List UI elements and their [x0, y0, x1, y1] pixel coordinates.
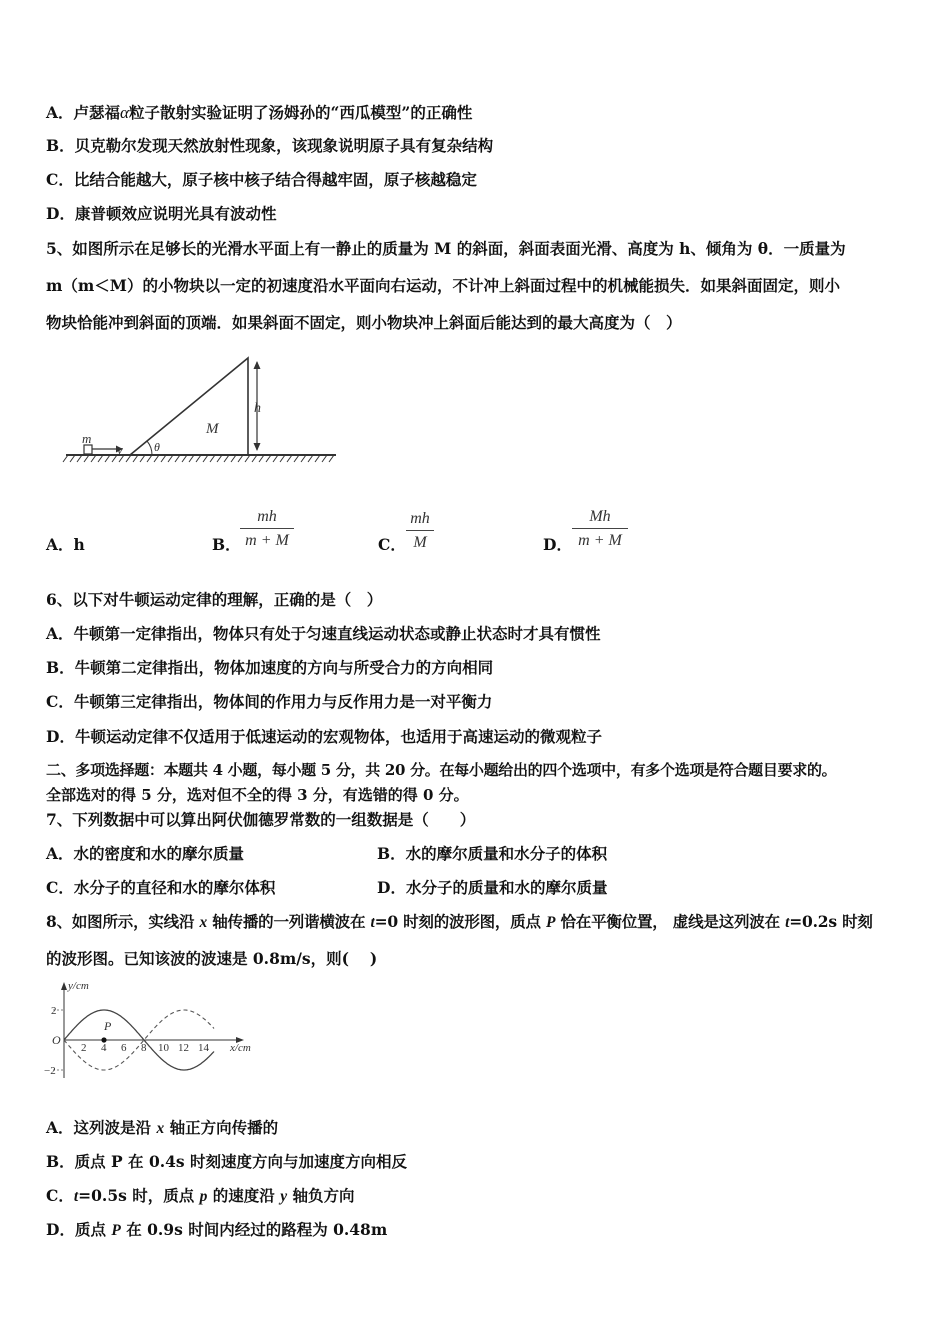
incline-block [130, 358, 248, 455]
q5-stem-line2: m（m＜M）的小物块以一定的初速度沿水平面向右运动，不计冲上斜面过程中的机械能损失．如果斜面固定，则小 [46, 276, 840, 295]
hatch-stroke [224, 455, 229, 462]
hatch-stroke [294, 455, 299, 462]
q5-option-c-fraction: mh M [406, 510, 434, 552]
hatch-stroke [126, 455, 131, 462]
hatch-stroke [252, 455, 257, 462]
q8-stem-line1: 8、如图所示，实线沿 x 轴传播的一列谐横波在 t=0 时刻的波形图，质点 P 恰在平衡位置， 虚线是这列波在 t=0.2s 时刻 [46, 912, 873, 931]
x-axis-label: x/cm [230, 1042, 251, 1054]
section2-heading-line1: 二、多项选择题：本题共 4 小题，每小题 5 分，共 20 分。在每小题给出的四个选项中，有多个选项是符合题目要求的。 [46, 761, 837, 779]
hatch-stroke [322, 455, 327, 462]
x-tick-label: 12 [178, 1042, 189, 1054]
q8-option-a: A．这列波是沿 x 轴正方向传播的 [46, 1118, 279, 1137]
label-m: m [82, 431, 92, 446]
x-tick-label: 10 [158, 1042, 169, 1054]
hatch-stroke [273, 455, 278, 462]
hatch-stroke [133, 455, 138, 462]
hatch-stroke [287, 455, 292, 462]
q4-option-d: D．康普顿效应说明光具有波动性 [46, 204, 277, 223]
q8-option-c: C．t=0.5s 时，质点 p 的速度沿 y 轴负方向 [46, 1186, 355, 1205]
q6-option-c: C．牛顿第三定律指出，物体间的作用力与反作用力是一对平衡力 [46, 692, 493, 711]
hatch-stroke [147, 455, 152, 462]
hatch-stroke [98, 455, 103, 462]
x-tick-label: 4 [101, 1042, 107, 1054]
hatch-stroke [231, 455, 236, 462]
q5-stem-line1: 5、如图所示在足够长的光滑水平面上有一静止的质量为 M 的斜面，斜面表面光滑、高度为 h、倾角为 θ．一质量为 [46, 239, 846, 258]
label-theta: θ [154, 440, 160, 454]
hatch-stroke [280, 455, 285, 462]
q5-option-b-label: B． [212, 535, 241, 554]
hatch-stroke [105, 455, 110, 462]
q8-option-d: D．质点 P 在 0.9s 时间内经过的路程为 0.48m [46, 1220, 388, 1239]
q4-option-c: C．比结合能越大，原子核中核子结合得越牢固，原子核越稳定 [46, 170, 477, 189]
hatch-stroke [301, 455, 306, 462]
q7-option-a: A．水的密度和水的摩尔质量 [46, 844, 245, 863]
label-M: M [206, 421, 219, 437]
hatch-stroke [91, 455, 96, 462]
hatch-stroke [77, 455, 82, 462]
origin-label: O [52, 1033, 61, 1047]
q5-stem-line3: 物块恰能冲到斜面的顶端．如果斜面不固定，则小物块冲上斜面后能达到的最大高度为（ ） [46, 313, 682, 332]
q5-option-d-fraction: Mh m + M [572, 508, 628, 550]
y-axis-label: y/cm [68, 980, 89, 992]
q8-stem-line2: 的波形图。已知该波的波速是 0.8m/s，则( ) [46, 949, 378, 968]
hatch-stroke [266, 455, 271, 462]
q5-option-d-label: D． [543, 535, 572, 554]
hatch-stroke [245, 455, 250, 462]
q5-option-a: A．h [46, 535, 85, 554]
hatch-stroke [70, 455, 75, 462]
hatch-stroke [168, 455, 173, 462]
section2-heading-line2: 全部选对的得 5 分，选对但不全的得 3 分，有选错的得 0 分。 [46, 786, 469, 804]
hatch-stroke [238, 455, 243, 462]
alpha-symbol: α [120, 103, 129, 122]
hatch-stroke [154, 455, 159, 462]
hatch-stroke [140, 455, 145, 462]
label-v: v [117, 442, 123, 457]
q8-wave-figure [40, 978, 270, 1083]
y-tick-label: 2 [51, 1005, 57, 1017]
hatch-stroke [217, 455, 222, 462]
hatch-stroke [84, 455, 89, 462]
x-tick-label: 2 [81, 1042, 87, 1054]
q6-option-d: D．牛顿运动定律不仅适用于低速运动的宏观物体，也适用于高速运动的微观粒子 [46, 727, 602, 746]
hatch-stroke [308, 455, 313, 462]
ground-hatching [63, 455, 336, 462]
hatch-stroke [182, 455, 187, 462]
hatch-stroke [329, 455, 334, 462]
q7-option-d: D．水分子的质量和水的摩尔质量 [377, 878, 608, 897]
angle-arc [147, 441, 152, 455]
q5-incline-figure [60, 350, 345, 470]
hatch-stroke [189, 455, 194, 462]
hatch-stroke [161, 455, 166, 462]
x-tick-label: 8 [141, 1042, 147, 1054]
label-h: h [254, 401, 261, 416]
q6-option-a: A．牛顿第一定律指出，物体只有处于匀速直线运动状态或静止状态时才具有惯性 [46, 624, 601, 643]
q6-option-b: B．牛顿第二定律指出，物体加速度的方向与所受合力的方向相同 [46, 658, 494, 677]
hatch-stroke [175, 455, 180, 462]
q4-option-b: B．贝克勒尔发现天然放射性现象，该现象说明原子具有复杂结构 [46, 136, 494, 155]
small-block [84, 445, 92, 454]
hatch-stroke [203, 455, 208, 462]
p-label: P [104, 1019, 112, 1033]
q7-stem: 7、下列数据中可以算出阿伏伽德罗常数的一组数据是（ ） [46, 810, 476, 829]
hatch-stroke [259, 455, 264, 462]
q5-option-b-fraction: mh m + M [240, 508, 294, 550]
q7-option-c: C．水分子的直径和水的摩尔体积 [46, 878, 276, 897]
x-tick-label: 14 [198, 1042, 209, 1054]
q8-option-b: B．质点 P 在 0.4s 时刻速度方向与加速度方向相反 [46, 1152, 408, 1171]
hatch-stroke [196, 455, 201, 462]
hatch-stroke [63, 455, 68, 462]
q5-option-c-label: C． [378, 535, 406, 554]
y-tick-label: −2 [44, 1065, 56, 1077]
q7-option-b: B．水的摩尔质量和水分子的体积 [377, 844, 608, 863]
x-tick-label: 6 [121, 1042, 127, 1054]
hatch-stroke [315, 455, 320, 462]
q6-stem: 6、以下对牛顿运动定律的理解，正确的是（ ） [46, 590, 383, 609]
hatch-stroke [210, 455, 215, 462]
q4-option-a: A．卢瑟福α粒子散射实验证明了汤姆孙的“西瓜模型”的正确性 [46, 103, 473, 122]
